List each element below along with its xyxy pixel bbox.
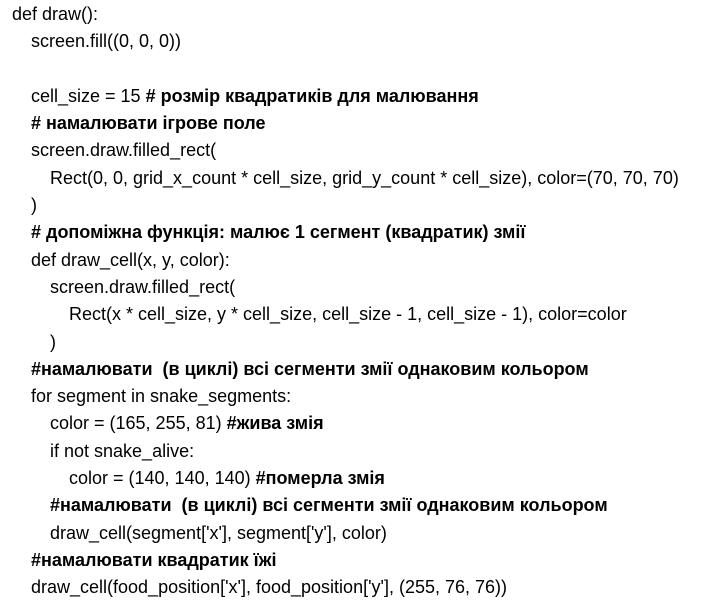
code-line — [12, 383, 712, 410]
code-comment: # допоміжна функція: малює 1 сегмент (квадратик) змії — [31, 222, 526, 243]
code-text: draw_cell(food_position['x'], food_position['y'], (255, 76, 76)) — [31, 577, 508, 598]
code-text: color = (165, 255, 81) — [50, 413, 227, 434]
code-line — [12, 274, 712, 301]
blank-line — [12, 56, 712, 83]
code-comment: # розмір квадратиків для малювання — [145, 85, 479, 106]
code-line — [12, 28, 712, 55]
code-text: for segment in snake_segments: — [31, 386, 292, 407]
code-comment: # намалювати ігрове поле — [31, 113, 266, 134]
code-line — [12, 520, 712, 547]
code-line — [12, 301, 712, 328]
code-text: def draw(): — [12, 4, 99, 24]
comment-line — [12, 356, 712, 383]
code-line — [12, 165, 712, 192]
code-text: screen.fill((0, 0, 0)) — [31, 31, 182, 52]
code-comment: #жива змія — [226, 413, 324, 434]
code-line — [12, 438, 712, 465]
code-line — [12, 410, 712, 437]
code-line — [12, 465, 712, 492]
code-text: ) — [50, 331, 56, 352]
code-text: def draw_cell(x, y, color): — [31, 249, 230, 270]
comment-line — [12, 492, 712, 519]
code-line — [12, 329, 712, 356]
code-block — [12, 0, 712, 602]
code-line — [12, 192, 712, 219]
code-line — [12, 137, 712, 164]
code-text: color = (140, 140, 140) — [69, 468, 256, 489]
code-line — [12, 574, 712, 601]
code-text: draw_cell(segment['x'], segment['y'], color) — [50, 522, 387, 543]
code-line — [12, 1, 712, 28]
code-text: if not snake_alive: — [50, 440, 195, 461]
code-text: cell_size = 15 — [31, 85, 146, 106]
code-text: ) — [31, 195, 37, 216]
comment-line — [12, 110, 712, 137]
code-text: Rect(x * cell_size, y * cell_size, cell_size - 1, cell_size - 1), color=color — [69, 304, 627, 325]
comment-line — [12, 547, 712, 574]
code-comment: #намалювати (в циклі) всі сегменти змії однаковим кольором — [31, 358, 589, 379]
comment-line — [12, 219, 712, 246]
code-comment: #намалювати (в циклі) всі сегменти змії однаковим кольором — [50, 495, 608, 516]
code-comment: #померла змія — [255, 468, 385, 489]
code-text: screen.draw.filled_rect( — [50, 276, 236, 297]
code-comment: #намалювати квадратик їжі — [31, 549, 277, 570]
code-text: Rect(0, 0, grid_x_count * cell_size, grid_y_count * cell_size), color=(70, 70, 70) — [50, 167, 679, 188]
code-line — [12, 247, 712, 274]
code-text: screen.draw.filled_rect( — [31, 140, 217, 161]
code-line — [12, 83, 712, 110]
